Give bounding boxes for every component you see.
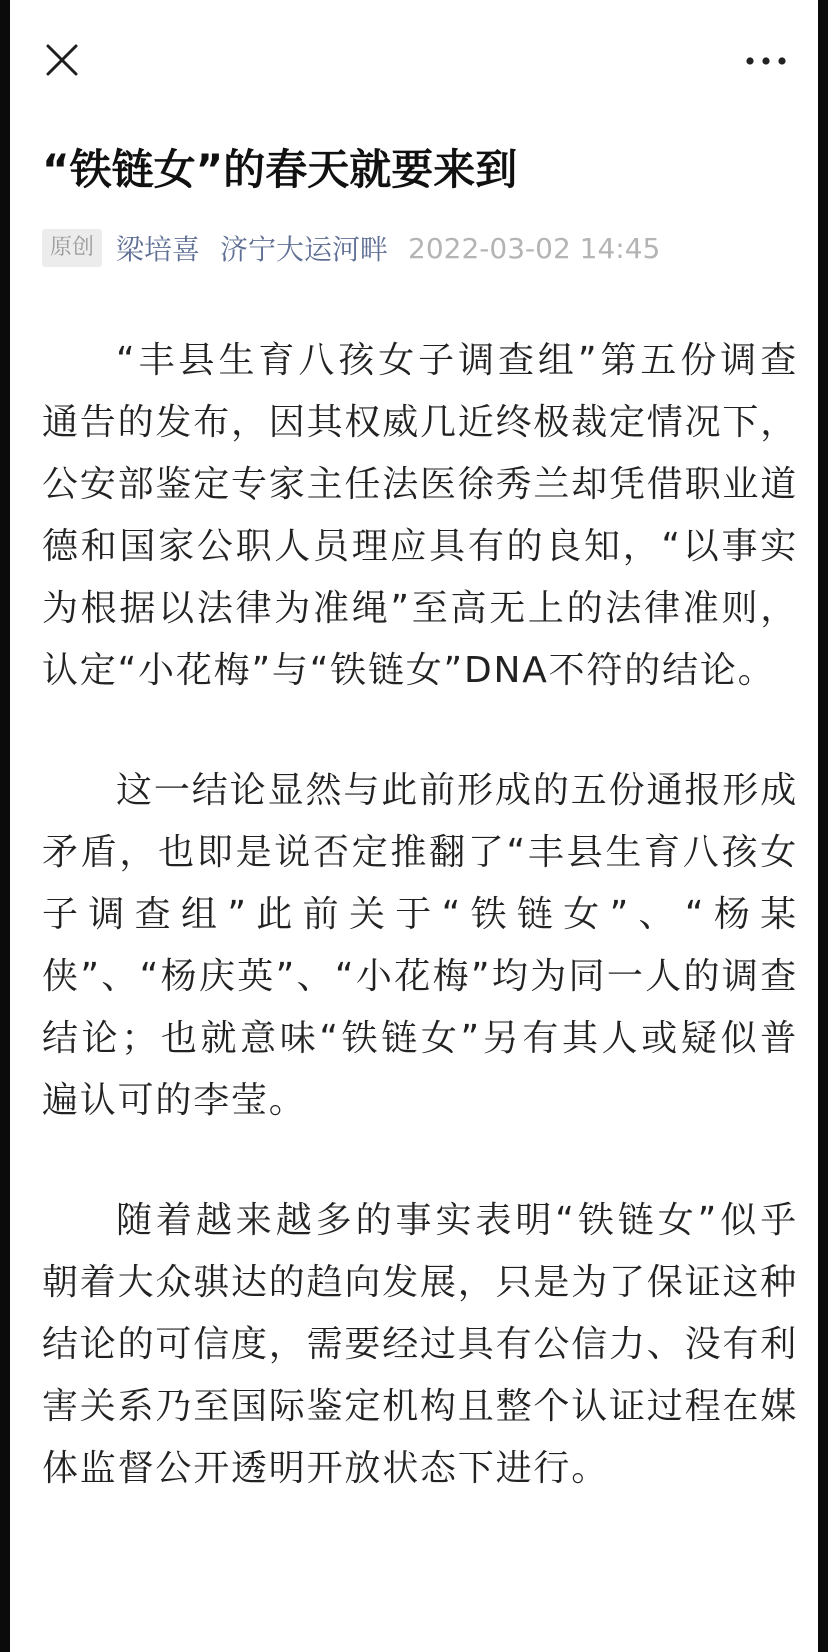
- paragraph-2: 这一结论显然与此前形成的五份通报形成矛盾，也即是说否定推翻了“丰县生育八孩女子调查组”此前关于“铁链女”、“杨某侠”、“杨庆英”、“小花梅”均为同一人的调查结论；也就意味“铁链女”另有其人或疑似普遍认可的李莹。: [42, 770, 798, 1121]
- more-button[interactable]: [744, 46, 788, 76]
- article-page: [10, 0, 818, 1652]
- top-bar: [10, 0, 818, 120]
- close-icon: [42, 40, 82, 80]
- more-icon: [744, 46, 788, 76]
- article-body: [42, 330, 798, 1558]
- screen-edge-left: [0, 0, 10, 1652]
- author-link[interactable]: 梁培喜: [116, 233, 201, 266]
- article-title: “铁链女”的春天就要来到: [42, 145, 518, 194]
- close-button[interactable]: [42, 40, 82, 80]
- screen-edge-right: [818, 0, 828, 1652]
- publish-date: 2022-03-02 14:45: [408, 231, 661, 265]
- paragraph-1: “丰县生育八孩女子调查组”第五份调查通告的发布，因其权威几近终极裁定情况下，公安部鉴定专家主任法医徐秀兰却凭借职业道德和国家公职人员理应具有的良知，“以事实为根据以法律为准绳”至高无上的法律准则，认定“小花梅”与“铁链女”DNA不符的结论。: [42, 340, 799, 691]
- account-link[interactable]: 济宁大运河畔: [220, 233, 389, 266]
- article-meta: [42, 228, 660, 268]
- original-badge: 原创: [42, 229, 102, 267]
- paragraph-3: 随着越来越多的事实表明“铁链女”似乎朝着大众骐达的趋向发展，只是为了保证这种结论的可信度，需要经过具有公信力、没有利害关系乃至国际鉴定机构且整个认证过程在媒体监督公开透明开放状态下进行。: [42, 1200, 799, 1489]
